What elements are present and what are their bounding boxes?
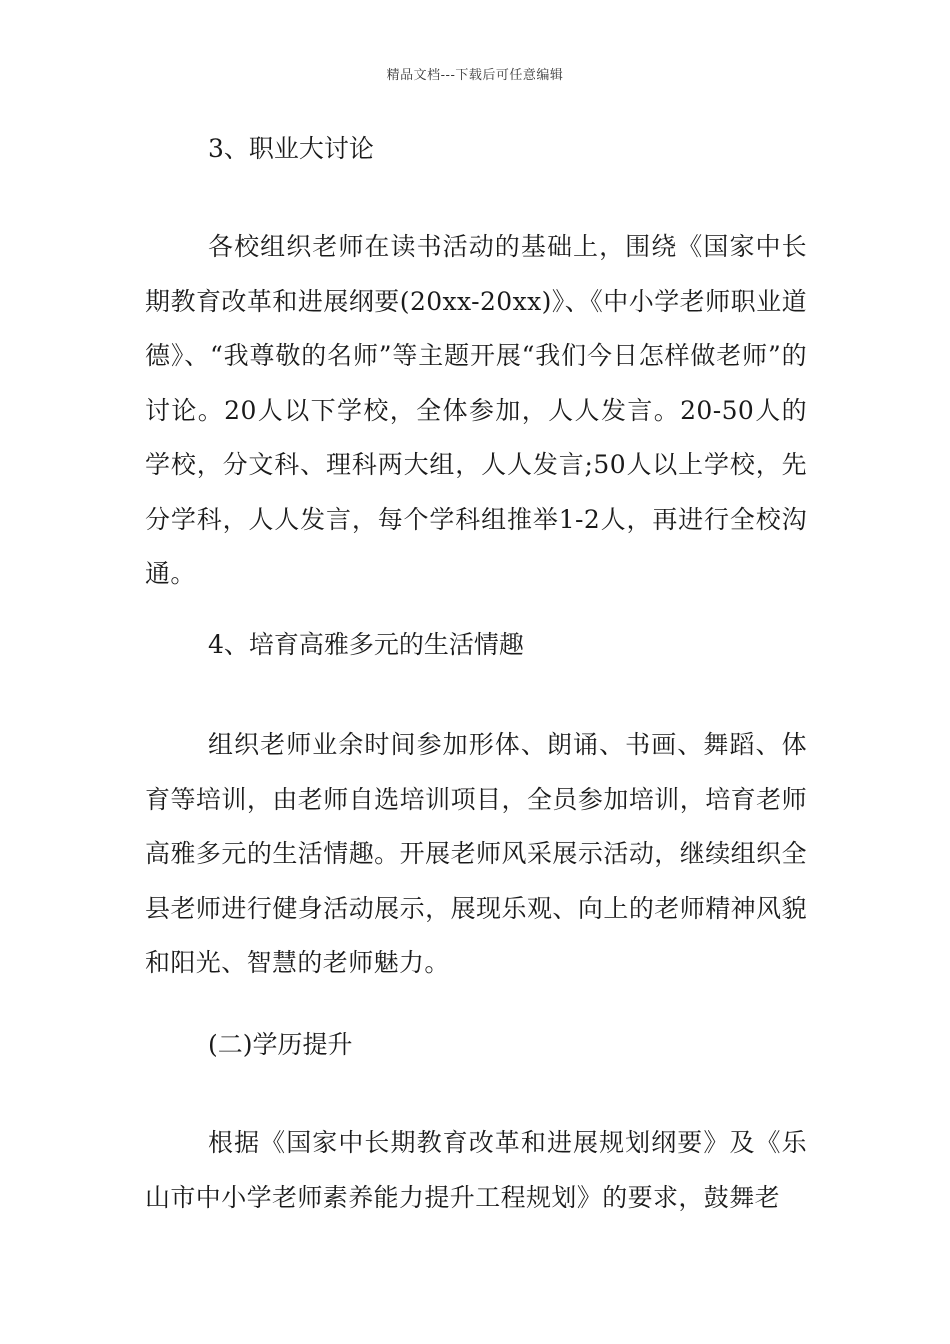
section-paragraph-3: 根据《国家中长期教育改革和进展规划纲要》及《乐山市中小学老师素养能力提升工程规划》的要求，鼓舞老 xyxy=(145,1128,807,1212)
section-paragraph-1: 各校组织老师在读书活动的基础上，围绕《国家中长期教育改革和进展纲要(20xx-20xx)》、《中小学老师职业道德》、“我尊敬的名师”等主题开展“我们今日怎样做老师”的讨论。20人以下学校，全体参加，人人发言。20-50人的学校，分文科、理科两大组，人人发言;50人以上学校，先分学科，人人发言，每个学科组推举1-2人，再进行全校沟通。 xyxy=(145,232,807,588)
section-heading-education: (二)学历提升 xyxy=(208,1030,353,1059)
page-header: 精品文档---下载后可任意编辑 xyxy=(386,68,564,83)
section-heading-4: 4、培育高雅多元的生活情趣 xyxy=(208,630,524,659)
section-heading-3: 3、职业大讨论 xyxy=(208,134,374,163)
section-paragraph-2: 组织老师业余时间参加形体、朗诵、书画、舞蹈、体育等培训，由老师自选培训项目，全员参加培训，培育老师高雅多元的生活情趣。开展老师风采展示活动，继续组织全县老师进行健身活动展示，展现乐观、向上的老师精神风貌和阳光、智慧的老师魅力。 xyxy=(145,730,807,977)
